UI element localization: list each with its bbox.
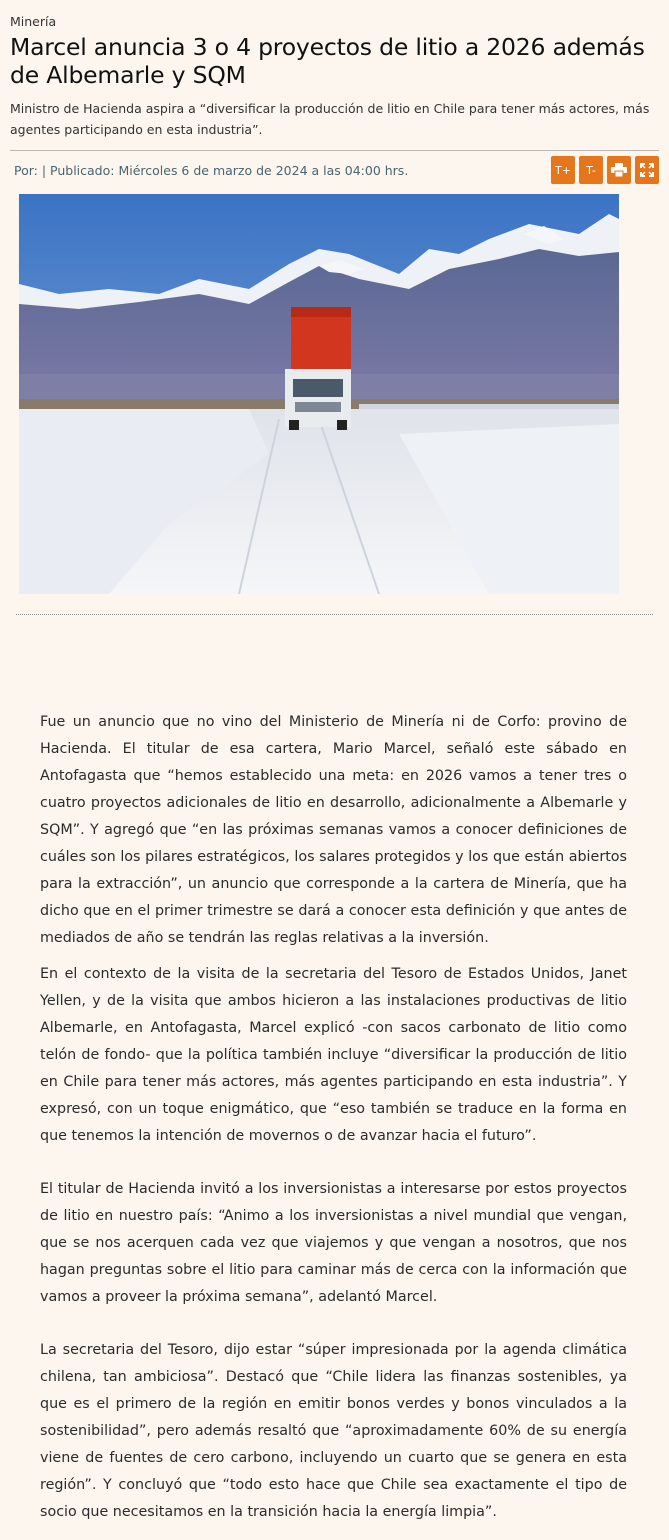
section-label[interactable]: Minería [10,14,57,29]
meta-bar [10,150,659,189]
fullscreen-icon[interactable] [635,156,659,184]
font-increase-button[interactable]: T+ [551,156,575,184]
print-icon[interactable] [607,156,631,184]
article-paragraph: Fue un anuncio que no vino del Ministerio de Minería ni de Corfo: provino de Hacienda. El titular de esa cartera, Mario Marcel, señaló este sábado en Antofagasta que “hemos establecido una meta: en 2026 vamos a tener tres o cuatro proyectos adicionales de litio en desarrollo, adicionalmente a Albemarle y SQM”. Y agregó que “en las próximas semanas vamos a conocer definiciones de cuáles son los pilares estratégicos, los salares protegidos y los que están abiertos para la extracción”, un anuncio que corresponde a la cartera de Minería, que ha dicho que en el primer trimestre se dará a conocer esta definición y que antes de mediados de año se tendrán las reglas relativas a la inversión. [40,714,627,946]
article-body [10,615,659,1526]
article-paragraph: En el contexto de la visita de la secretaria del Tesoro de Estados Unidos, Janet Yellen, y de la visita que ambos hicieron a las instalaciones productivas de litio Albemarle, en Antofagasta, Marcel explicó -con sacos carbonato de litio como telón de fondo- que la política también incluye “diversificar la producción de litio en Chile para tener más actores, más agentes participando en esta industria”. Y expresó, con un toque enigmático, que “eso también se traduce en la forma en que tenemos la intención de movernos o de avanzar hacia el futuro”. [40,966,627,1144]
byline: Por: | Publicado: Miércoles 6 de marzo de 2024 a las 04:00 hrs. [14,162,409,178]
article-tools [551,156,659,184]
article-lead: Ministro de Hacienda aspira a “diversificar la producción de litio en Chile para tener más actores, más agentes participando en esta industria”. [10,101,650,137]
article-paragraph: La secretaria del Tesoro, dijo estar “súper impresionada por la agenda climática chilena, tan ambiciosa”. Destacó que “Chile lidera las finanzas sostenibles, ya que es el primero de la región en emitir bonos verdes y bonos vinculados a la sostenibilidad”, pero además resaltó que “aproximadamente 60% de su energía viene de fuentes de cero carbono, incluyendo un cuarto que se genera en esta región”. Y concluyó que “todo esto hace que Chile sea exactamente el tipo de socio que necesitamos en la transición hacia la energía limpia”. [40,1342,627,1520]
article-paragraph: El titular de Hacienda invitó a los inversionistas a interesarse por estos proyectos de litio en nuestro país: “Animo a los inversionistas a nivel mundial que vengan, que se nos acerquen cada vez que viajemos y que vengan a nosotros, que nos hagan preguntas sobre el litio para caminar más de cerca con la información que vamos a proveer la próxima semana”, adelantó Marcel. [40,1181,627,1305]
article-title: Marcel anuncia 3 o 4 proyectos de litio a 2026 además de Albemarle y SQM [10,33,645,89]
font-decrease-button[interactable]: T- [579,156,603,184]
article-hero-image [19,194,619,594]
